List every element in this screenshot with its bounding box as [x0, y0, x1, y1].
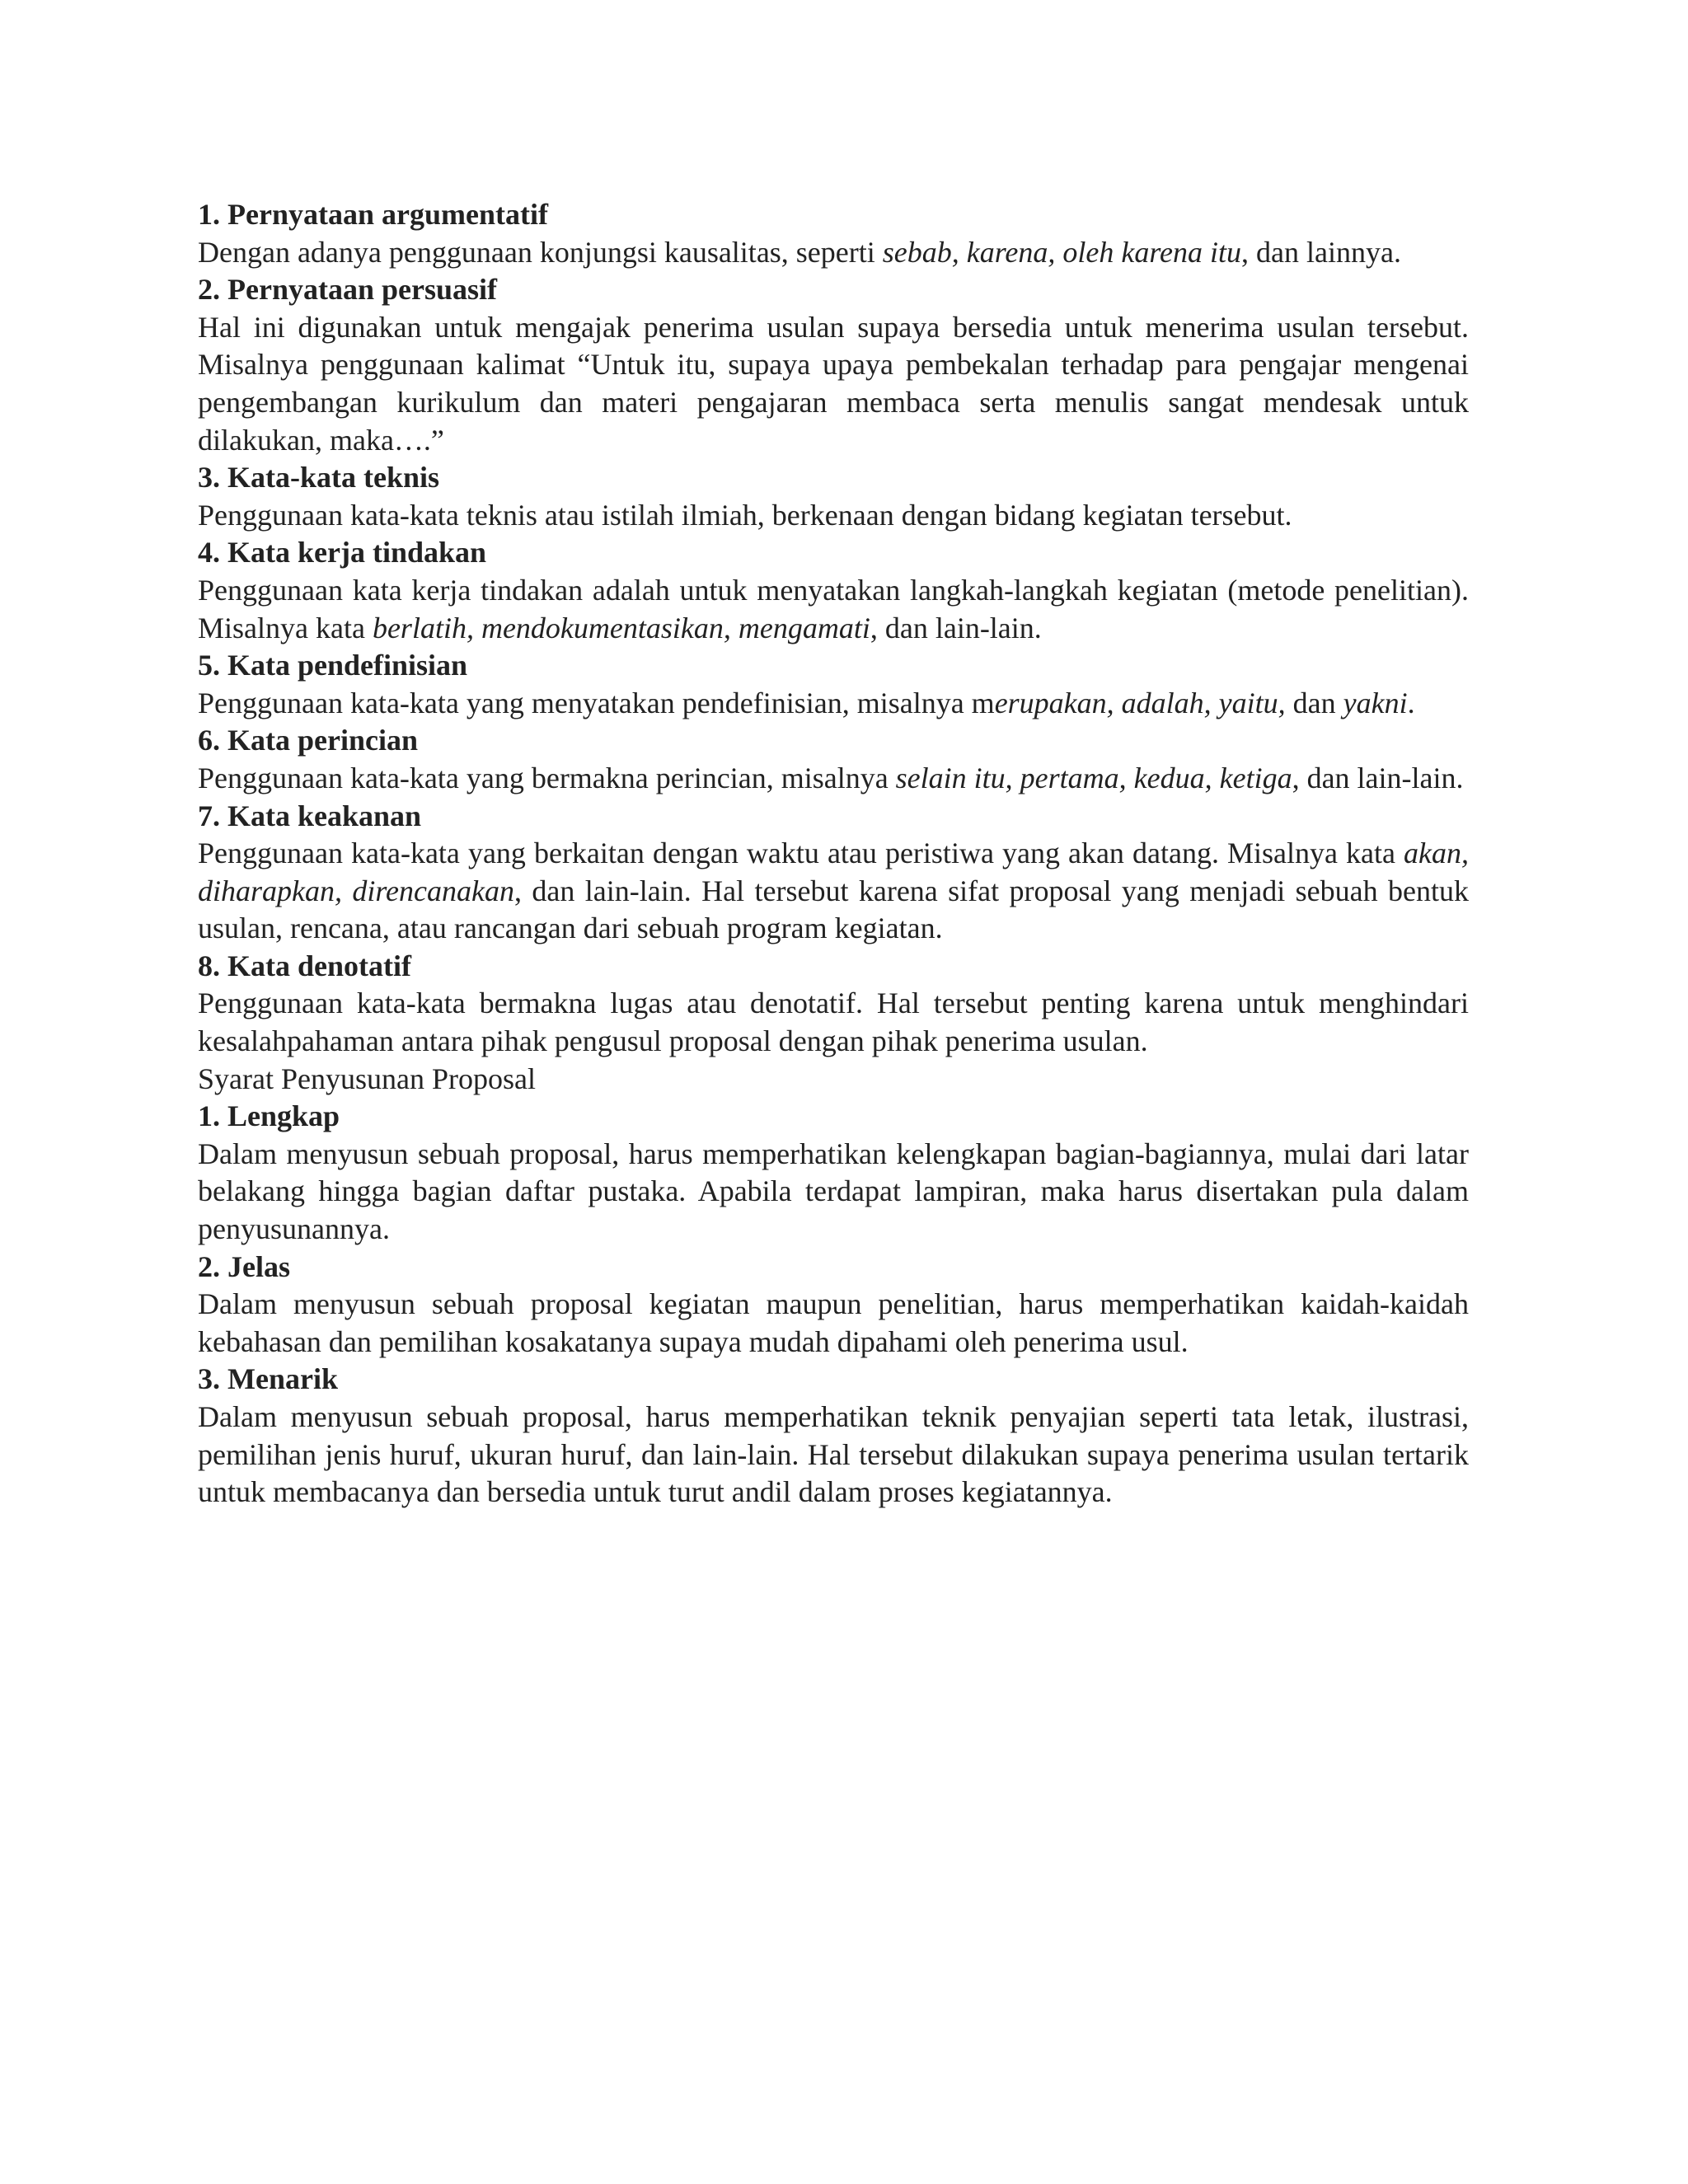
italic-text: erupakan, adalah, yaitu, — [994, 686, 1286, 719]
body-text: Penggunaan kata-kata yang berkaitan dengan waktu atau peristiwa yang akan datang. Misalnya kata — [198, 837, 1404, 870]
body-text: , dan lainnya. — [1241, 235, 1401, 269]
section-paragraph — [198, 835, 1469, 948]
section-paragraph — [198, 985, 1469, 1060]
section-heading: 2. Jelas — [198, 1249, 290, 1283]
body-text: Penggunaan kata kerja tindakan adalah untuk menyatakan langkah-langkah kegiatan (metode penelitian). Misalnya kata — [198, 573, 1469, 644]
section-heading: 2. Pernyataan persuasif — [198, 273, 497, 307]
section-heading: 1. Lengkap — [198, 1099, 340, 1133]
body-text: Dengan adanya penggunaan konjungsi kausalitas, seperti — [198, 235, 883, 269]
section-paragraph — [198, 1136, 1469, 1249]
section-heading: 3. Menarik — [198, 1362, 338, 1396]
section-paragraph — [198, 234, 1469, 272]
section-heading: 1. Pernyataan argumentatif — [198, 198, 548, 231]
section-heading: 5. Kata pendefinisian — [198, 649, 468, 682]
section-paragraph — [198, 1286, 1469, 1361]
italic-text: akan, diharapkan, direncanakan — [198, 837, 1469, 907]
section-paragraph — [198, 1399, 1469, 1511]
body-text: Penggunaan kata-kata yang bermakna perincian, misalnya — [198, 761, 896, 794]
section-heading: 6. Kata perincian — [198, 724, 418, 757]
section-heading: 8. Kata denotatif — [198, 949, 411, 982]
body-text: Penggunaan kata-kata teknis atau istilah ilmiah, berkenaan dengan bidang kegiatan tersebut. — [198, 498, 1292, 532]
section-heading: 4. Kata kerja tindakan — [198, 536, 487, 569]
document-page — [198, 196, 1469, 1511]
body-text: Hal ini digunakan untuk mengajak penerima usulan supaya bersedia untuk menerima usulan tersebut. Misalnya penggunaan kalimat “Untuk itu, supaya upaya pembekalan terhadap para pengajar mengenai pengembangan kurikulum dan materi pengajaran membaca serta menulis sangat mendesak untuk dilakukan, maka….” — [198, 310, 1469, 457]
italic-text: berlatih, mendokumentasikan, mengamati — [372, 611, 870, 644]
section-paragraph — [198, 497, 1469, 535]
body-text: , dan lain-lain. — [1292, 761, 1464, 794]
body-text: Penggunaan kata-kata yang menyatakan pendefinisian, misalnya m — [198, 686, 995, 719]
section-paragraph — [198, 309, 1469, 459]
section-heading: 3. Kata-kata teknis — [198, 461, 440, 494]
body-text: Dalam menyusun sebuah proposal kegiatan maupun penelitian, harus memperhatikan kaidah-kaidah kebahasan dan pemilihan kosakatanya supaya mudah dipahami oleh penerima usul. — [198, 1287, 1469, 1358]
italic-text: selain itu, pertama, kedua, ketiga — [895, 761, 1292, 794]
body-text: Penggunaan kata-kata bermakna lugas atau denotatif. Hal tersebut penting karena untuk menghindari kesalahpahaman antara pihak pengusul proposal dengan pihak penerima usulan. — [198, 987, 1469, 1058]
body-text: dan — [1285, 686, 1343, 719]
body-text: Dalam menyusun sebuah proposal, harus memperhatikan kelengkapan bagian-bagiannya, mulai dari latar belakang hingga bagian daftar pustaka. Apabila terdapat lampiran, maka harus disertakan pula dalam penyusunannya. — [198, 1137, 1469, 1246]
section-paragraph — [198, 572, 1469, 647]
section-heading: 7. Kata keakanan — [198, 799, 422, 832]
body-text: , dan lain-lain. — [870, 611, 1042, 644]
body-text: , dan lain-lain. Hal tersebut karena sifat proposal yang menjadi sebuah bentuk usulan, rencana, atau rancangan dari sebuah program kegiatan. — [198, 874, 1469, 945]
section-paragraph — [198, 685, 1469, 723]
italic-text: yakni — [1343, 686, 1408, 719]
body-text: . — [1407, 686, 1415, 719]
italic-text: sebab, karena, oleh karena itu — [882, 235, 1241, 269]
section-paragraph — [198, 760, 1469, 798]
section-title: Syarat Penyusunan Proposal — [198, 1062, 536, 1095]
body-text: Dalam menyusun sebuah proposal, harus memperhatikan teknik penyajian seperti tata letak, ilustrasi, pemilihan jenis huruf, ukuran huruf, dan lain-lain. Hal tersebut dilakukan supaya penerima usulan tertarik untuk membacanya dan bersedia untuk turut andil dalam proses kegiatannya. — [198, 1400, 1469, 1509]
